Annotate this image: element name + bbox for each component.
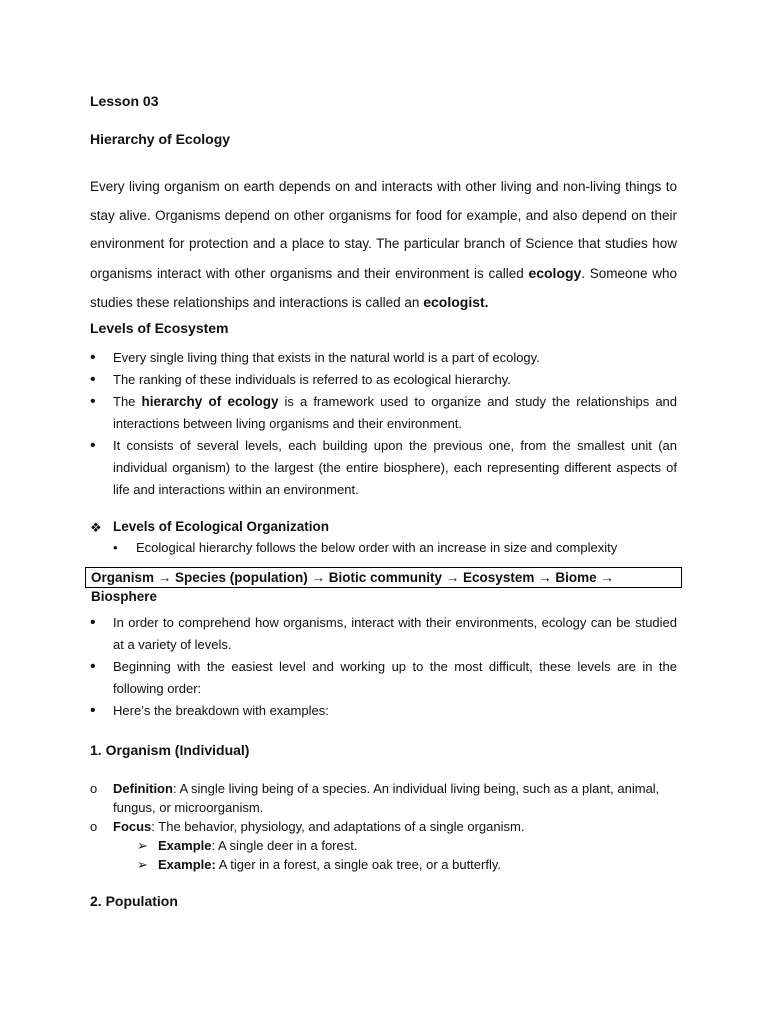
list-item: • Every single living thing that exists in the natural world is a part of ecology. — [90, 347, 677, 369]
circle-bullet-icon: o — [90, 819, 98, 834]
example-label: Example: — [158, 857, 216, 872]
example-item — [137, 855, 501, 874]
definition-text: : A single living being of a species. An individual living being, such as a plant, animal, fungus, or microorganism. — [113, 781, 660, 815]
list-item — [90, 391, 677, 435]
list-item: • In order to comprehend how organisms, interact with their environments, ecology can be studied at a variety of levels. — [90, 612, 677, 656]
arrow-bullet-icon: ➢ — [137, 838, 148, 853]
page-title: Hierarchy of Ecology — [90, 131, 231, 147]
list-item: • The ranking of these individuals is referred to as ecological hierarchy. — [90, 369, 677, 391]
definition-item — [90, 779, 670, 817]
circle-bullet-icon: o — [90, 781, 98, 796]
focus-item — [90, 817, 670, 836]
levels-heading: Levels of Ecosystem — [90, 320, 229, 336]
example-text: A tiger in a forest, a single oak tree, or a butterfly. — [215, 857, 501, 872]
organization-subtext: Ecological hierarchy follows the below order with an increase in size and complexity — [136, 540, 618, 555]
arrow-bullet-icon: ➢ — [137, 857, 148, 872]
organization-heading: Levels of Ecological Organization — [113, 519, 330, 534]
intro-paragraph — [90, 173, 677, 318]
list-item: • Here’s the breakdown with examples: — [90, 700, 677, 722]
bullet-icon: • — [113, 540, 118, 555]
focus-label: Focus — [113, 819, 152, 834]
example-text: : A single deer in a forest. — [211, 838, 358, 853]
section1-heading: 1. Organism (Individual) — [90, 742, 250, 758]
example-item — [137, 836, 357, 855]
list-item: • Beginning with the easiest level and working up to the most difficult, these levels are in the following order: — [90, 656, 677, 700]
intro-text-1: Every living organism on earth depends on and interacts with other living and non-living things to stay alive. Organisms depend on other organisms for food for example, and also depend on their environment for protection and a place to stay. The particular branch of Science that studies how organisms interact with other organisms and their environment is called — [90, 179, 677, 281]
focus-text: : The behavior, physiology, and adaptations of a single organism. — [151, 819, 525, 834]
term-hierarchy: hierarchy of ecology — [141, 394, 279, 409]
definition-label: Definition — [113, 781, 173, 796]
lesson-number: Lesson 03 — [90, 93, 159, 109]
intro-text-2: . Someone who studies these relationships and interactions is called an — [90, 265, 677, 310]
list-item-text: is a framework used to organize and study the relationships and interactions between living organisms and their environment. — [113, 394, 678, 431]
levels-list — [90, 347, 677, 501]
hierarchy-order-box: Organism → Species (population) → Biotic community → Ecosystem → Biome → Biosphere — [85, 567, 682, 588]
list-item-text: The — [113, 394, 142, 409]
diamond-bullet-icon: ❖ — [90, 520, 102, 535]
term-ecologist: ecologist. — [423, 294, 489, 310]
section2-heading: 2. Population — [90, 893, 178, 909]
example-label: Example — [158, 838, 212, 853]
study-list — [90, 612, 677, 722]
list-item: • It consists of several levels, each building upon the previous one, from the smallest unit (an individual organism) to the largest (the entire biosphere), each representing different aspects of life and interactions within an environment. — [90, 435, 677, 501]
term-ecology: ecology — [528, 264, 582, 281]
